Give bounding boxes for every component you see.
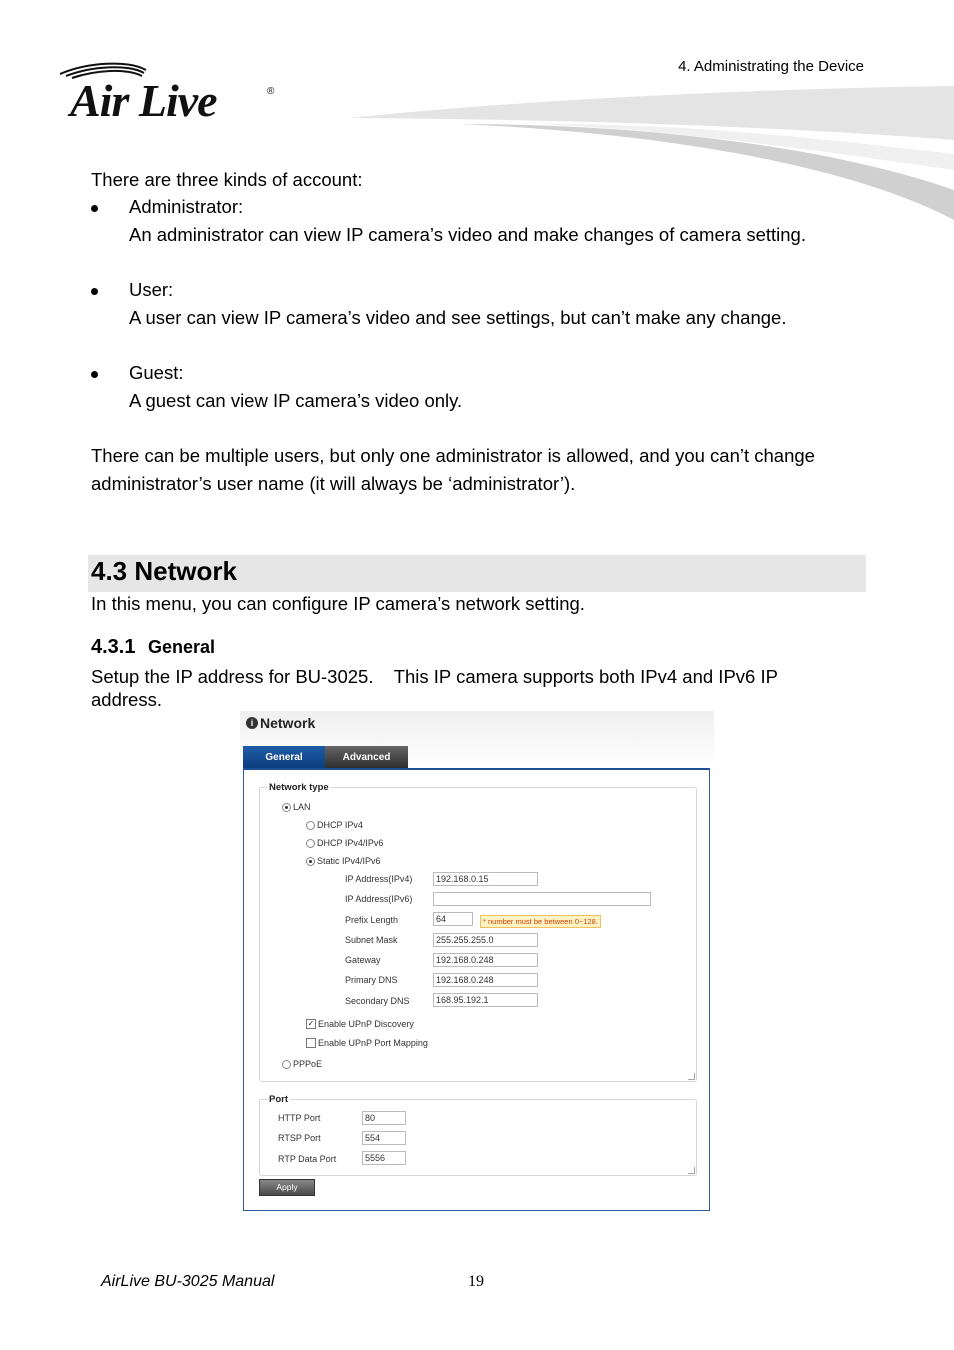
upnp-port-mapping-checkbox[interactable] [306, 1038, 316, 1048]
gateway-input[interactable]: 192.168.0.248 [433, 953, 538, 967]
screenshot-title: Network [260, 715, 316, 731]
prefix-length-input[interactable]: 64 [433, 912, 473, 926]
tab-advanced[interactable]: Advanced [325, 746, 408, 768]
bullet-icon [91, 288, 98, 295]
port-fieldset [259, 1094, 697, 1176]
screenshot-header [240, 711, 714, 766]
prefix-hint: * number must be between 0~128. [480, 915, 601, 928]
subnet-mask-input[interactable]: 255.255.255.0 [433, 933, 538, 947]
subnet-mask-label: Subnet Mask [345, 935, 398, 945]
ipv4-label: IP Address(IPv4) [345, 874, 413, 884]
settings-frame [243, 768, 710, 1211]
rtsp-port-input[interactable]: 554 [362, 1131, 406, 1145]
account-description: A user can view IP camera’s video and see settings, but can’t make any change. [129, 307, 787, 328]
rtp-data-port-input[interactable]: 5556 [362, 1151, 406, 1165]
static-ip-radio[interactable] [306, 857, 315, 866]
subsection-heading [91, 636, 215, 659]
intro-text: There are three kinds of account: [91, 169, 363, 190]
prefix-length-label: Prefix Length [345, 915, 399, 925]
static-ip-label: Static IPv4/IPv6 [317, 856, 381, 866]
dhcp-ipv4-ipv6-radio[interactable] [306, 839, 315, 848]
account-description: A guest can view IP camera’s video only. [129, 390, 463, 411]
network-settings-screenshot [240, 711, 714, 1214]
subsection-title: General [147, 637, 215, 657]
logo-text: Air Live [70, 75, 217, 126]
fieldset-legend: Port [269, 1094, 288, 1105]
resize-grip-icon [688, 1073, 695, 1080]
network-icon: i [246, 717, 258, 729]
subsection-number: 4.3.1 [91, 636, 136, 658]
account-title: Administrator: [129, 196, 244, 217]
ipv6-input[interactable] [433, 892, 651, 906]
http-port-input[interactable]: 80 [362, 1111, 406, 1125]
subsection-text: Setup the IP address for BU-3025. This IP camera supports both IPv4 and IPv6 IP [91, 666, 778, 687]
section-intro: In this menu, you can configure IP camera’s network setting. [91, 593, 585, 614]
section-title: 4.3 Network [91, 556, 237, 586]
pppoe-radio[interactable] [282, 1060, 291, 1069]
apply-button[interactable]: Apply [259, 1179, 315, 1196]
rtsp-port-label: RTSP Port [278, 1133, 321, 1143]
header-swoosh-decoration [340, 80, 954, 220]
gateway-label: Gateway [345, 955, 381, 965]
http-port-label: HTTP Port [278, 1113, 321, 1123]
note-line: administrator’s user name (it will always be ‘administrator’). [91, 473, 576, 494]
ipv4-input[interactable]: 192.168.0.15 [433, 872, 538, 886]
fieldset-legend: Network type [269, 782, 329, 793]
footer-manual-name: AirLive BU-3025 Manual [101, 1273, 275, 1290]
upnp-port-mapping-label: Enable UPnP Port Mapping [318, 1038, 428, 1048]
dhcp-ipv4-radio[interactable] [306, 821, 315, 830]
lan-label: LAN [293, 802, 311, 812]
tab-general[interactable]: General [243, 746, 325, 768]
page-number: 19 [468, 1273, 484, 1290]
ipv6-label: IP Address(IPv6) [345, 894, 413, 904]
rtp-data-port-label: RTP Data Port [278, 1154, 337, 1164]
bullet-icon [91, 205, 98, 212]
note-line: There can be multiple users, but only one administrator is allowed, and you can’t change [91, 445, 815, 466]
primary-dns-label: Primary DNS [345, 975, 398, 985]
bullet-icon [91, 371, 98, 378]
dhcp-ipv4-label: DHCP IPv4 [317, 820, 363, 830]
dhcp-ipv4-ipv6-label: DHCP IPv4/IPv6 [317, 838, 384, 848]
upnp-discovery-label: Enable UPnP Discovery [318, 1019, 414, 1029]
secondary-dns-label: Secondary DNS [345, 996, 410, 1006]
secondary-dns-input[interactable]: 168.95.192.1 [433, 993, 538, 1007]
lan-radio[interactable] [282, 803, 291, 812]
account-title: User: [129, 279, 174, 300]
section-heading-bar [88, 555, 866, 592]
logo-registered-mark: ® [267, 86, 275, 97]
account-description: An administrator can view IP camera’s video and make changes of camera setting. [129, 224, 806, 245]
airlive-logo [58, 60, 288, 130]
account-title: Guest: [129, 362, 184, 383]
upnp-discovery-checkbox[interactable]: ✓ [307, 1019, 315, 1028]
subsection-text: address. [91, 689, 162, 710]
pppoe-label: PPPoE [293, 1059, 323, 1069]
primary-dns-input[interactable]: 192.168.0.248 [433, 973, 538, 987]
resize-grip-icon [688, 1167, 695, 1174]
chapter-heading: 4. Administrating the Device [678, 58, 864, 75]
